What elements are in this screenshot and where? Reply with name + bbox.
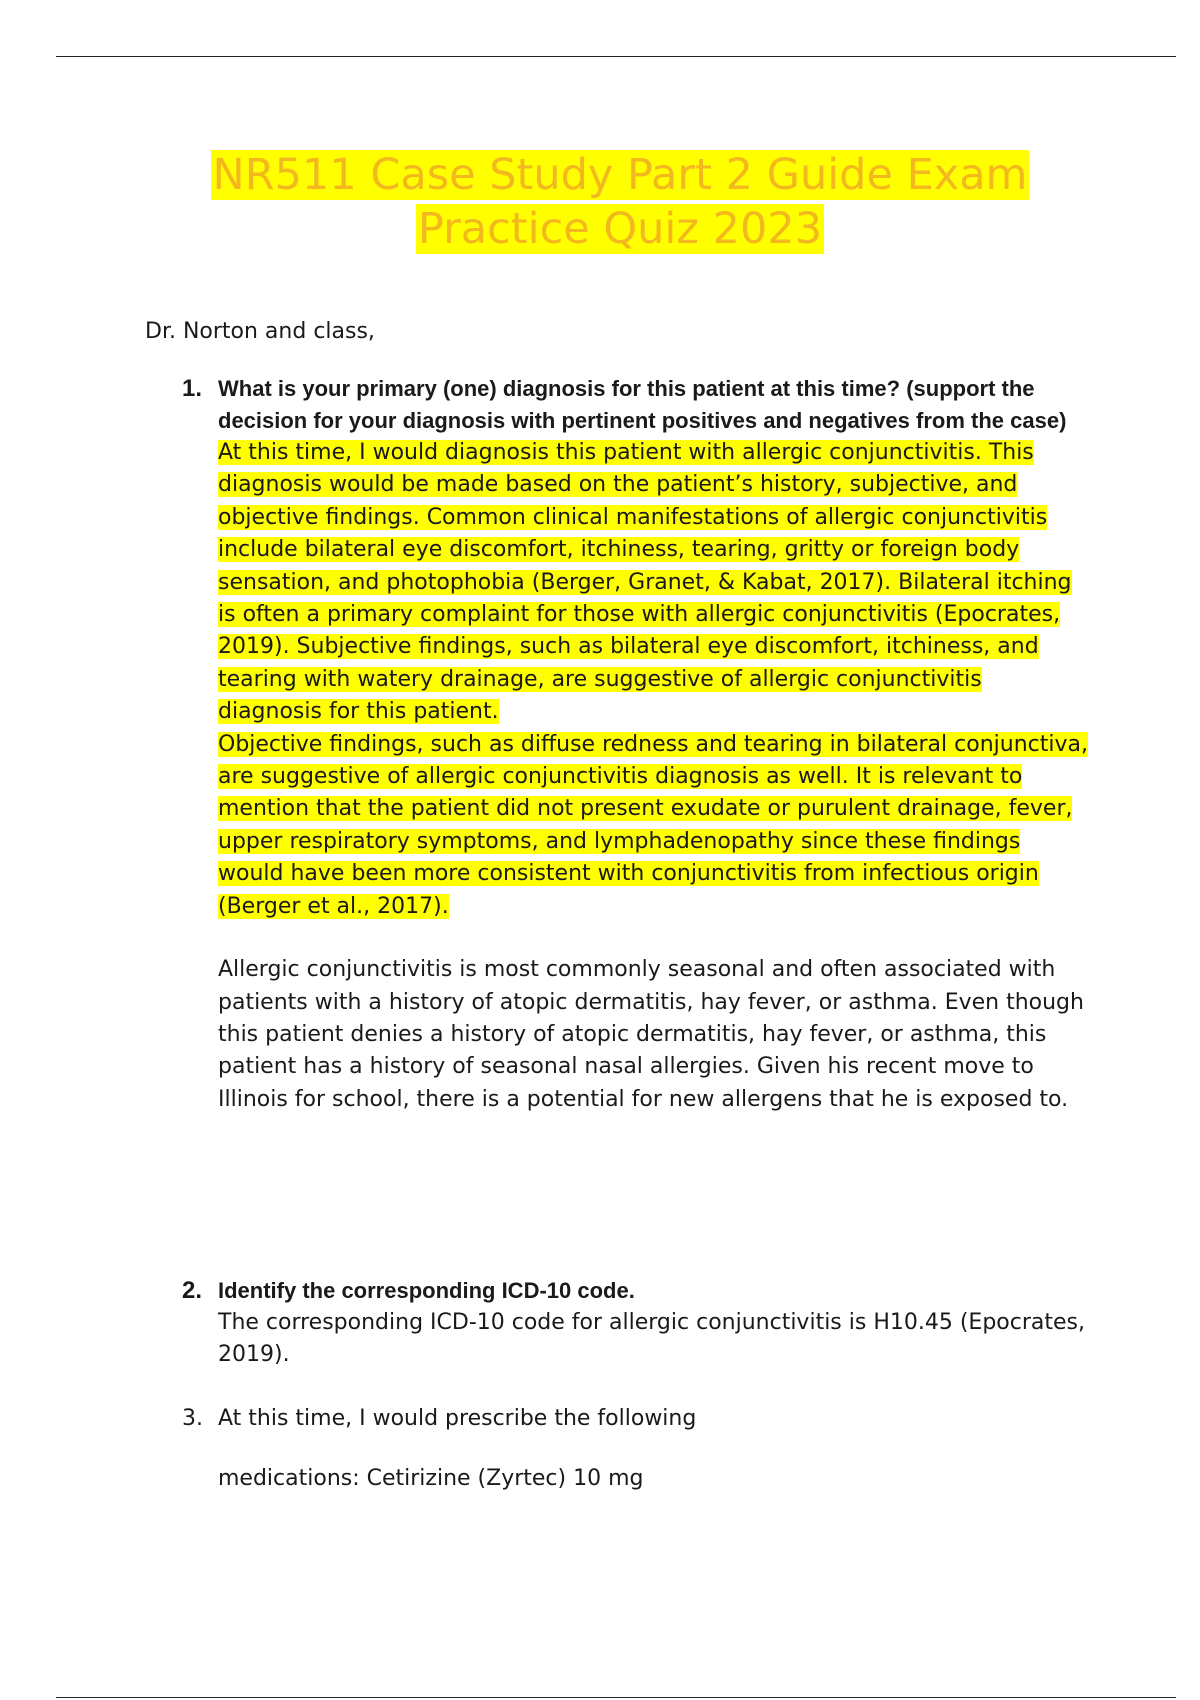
answer-line-2: medications: Cetirizine (Zyrtec) 10 mg — [218, 1466, 644, 1492]
answer-paragraph: Allergic conjunctivitis is most commonly seasonal and often associated with patients with a history of atopic dermatitis, hay fever, or asthma. Even though this patient denies a history of atopic dermatitis, hay fever, or asthma, this patient has a history of seasonal nasal allergies. Given his recent move to Illinois for school, there is a potential for new allergens that he is exposed to. — [218, 957, 1084, 1112]
highlighted-answer-1: At this time, I would diagnosis this patient with allergic conjunctivitis. This diagnosis would be made based on the patient’s history, subjective, and objective findings. Common clinical manifestations of allergic conjunctivitis include bilateral eye discomfort, itchiness, tearing, gritty or foreign body sensation, and photophobia (Berger, Granet, & Kabat, 2017). Bilateral itching is often a primary complaint for those with allergic conjunctivitis (Epocrates, 2019). Subjective findings, such as bilateral eye discomfort, itchiness, and tearing with watery drainage, are suggestive of allergic conjunctivitis diagnosis for this patient. — [218, 440, 1072, 725]
question-text: What is your primary (one) diagnosis for this patient at this time? (support the decision for your diagnosis with pertinent positives and negatives from the case) — [218, 376, 1067, 433]
title-line-2: Practice Quiz 2023 — [417, 204, 823, 254]
item-number: 3. — [182, 1406, 203, 1431]
document-title — [0, 148, 1200, 256]
item-body — [218, 1275, 1088, 1372]
highlighted-answer-2: Objective findings, such as diffuse redness and tearing in bilateral conjunctiva, are suggestive of allergic conjunctivitis diagnosis as well. It is relevant to mention that the patient did not present exudate or purulent drainage, fever, upper respiratory symptoms, and lymphadenopathy since these findings would have been more consistent with conjunctivitis from infectious origin (Berger et al., 2017). — [218, 731, 1088, 919]
header-rule — [56, 56, 1176, 57]
footer-rule — [56, 1697, 1176, 1698]
item-body — [218, 1403, 1088, 1496]
title-line-1: NR511 Case Study Part 2 Guide Exam — [212, 150, 1028, 200]
question-text: Identify the corresponding ICD-10 code. — [218, 1278, 635, 1303]
item-number: 1. — [182, 375, 203, 402]
answer-line-1: At this time, I would prescribe the following — [218, 1406, 697, 1431]
item-number: 2. — [182, 1277, 203, 1304]
answer-paragraph: The corresponding ICD-10 code for allergic conjunctivitis is H10.45 (Epocrates, 2019). — [218, 1310, 1085, 1368]
item-body — [218, 373, 1088, 1116]
greeting: Dr. Norton and class, — [145, 319, 375, 344]
